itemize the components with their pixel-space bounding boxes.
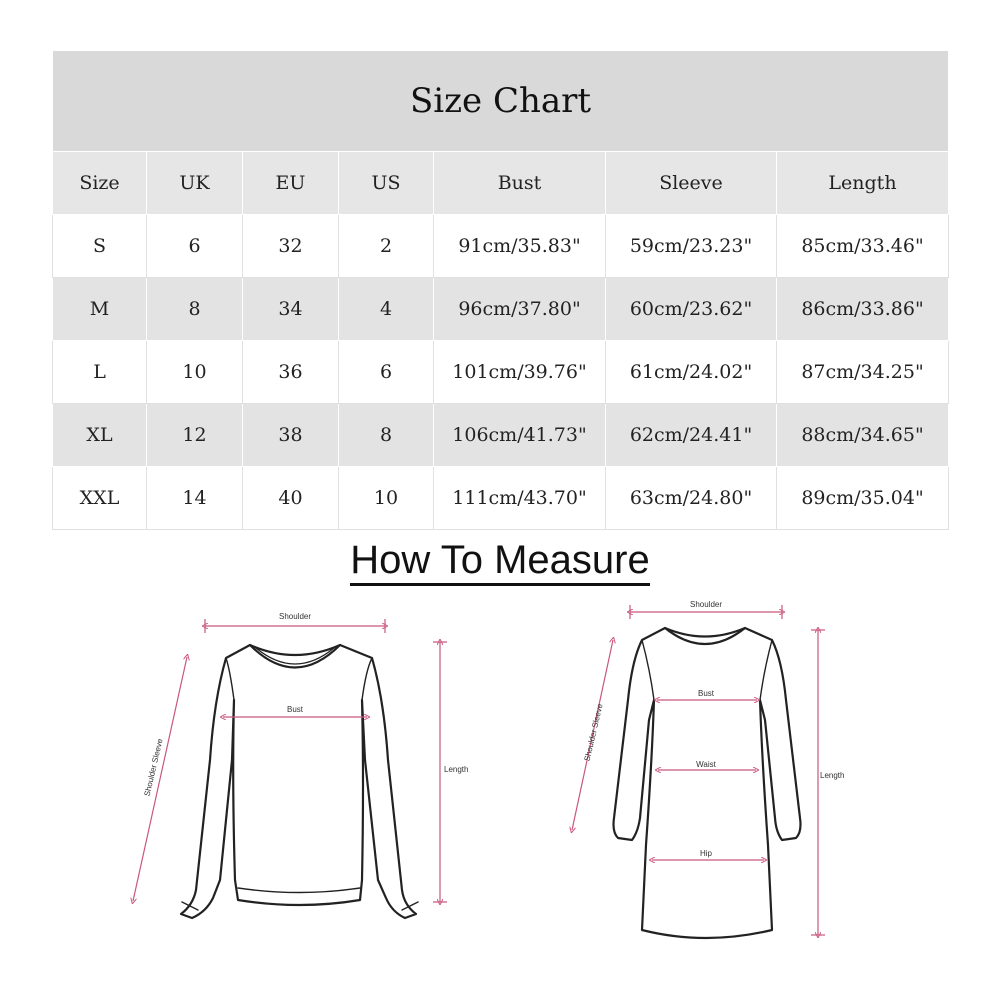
dress-sleeve-label: Shoulder Sleeve — [582, 702, 605, 763]
sweater-seam-left — [226, 658, 234, 700]
sweater-illustration — [181, 645, 418, 918]
sweater-sleeve-label: Shoulder Sleeve — [142, 737, 165, 798]
sweater-length-label: Length — [444, 765, 469, 774]
column-header: Bust — [434, 152, 606, 215]
table-cell: 32 — [243, 215, 339, 278]
table-cell: 4 — [339, 278, 434, 341]
table-cell: 106cm/41.73" — [434, 404, 606, 467]
dress-shoulder-label: Shoulder — [689, 600, 723, 609]
column-header: US — [339, 152, 434, 215]
table-cell: 91cm/35.83" — [434, 215, 606, 278]
table-cell: 85cm/33.46" — [777, 215, 949, 278]
table-cell: 63cm/24.80" — [606, 467, 777, 530]
sweater-shoulder-label: Shoulder — [278, 612, 312, 621]
table-cell: 61cm/24.02" — [606, 341, 777, 404]
table-cell: 2 — [339, 215, 434, 278]
table-cell: S — [53, 215, 147, 278]
table-cell: 12 — [147, 404, 243, 467]
table-cell: 62cm/24.41" — [606, 404, 777, 467]
table-cell: 10 — [339, 467, 434, 530]
column-header: Sleeve — [606, 152, 777, 215]
column-header: Size — [53, 152, 147, 215]
dress-hip-label: Hip — [699, 849, 713, 858]
table-cell: 87cm/34.25" — [777, 341, 949, 404]
table-cell: 6 — [147, 215, 243, 278]
table-cell: 88cm/34.65" — [777, 404, 949, 467]
dress-waist-label: Waist — [696, 760, 716, 769]
table-cell: 8 — [147, 278, 243, 341]
table-cell: 36 — [243, 341, 339, 404]
sweater-outline — [181, 645, 416, 918]
dress-length-label: Length — [820, 771, 845, 780]
table-cell: 6 — [339, 341, 434, 404]
table-cell: 89cm/35.04" — [777, 467, 949, 530]
table-cell: 10 — [147, 341, 243, 404]
sweater-sleeve-line — [133, 657, 187, 901]
table-cell: XL — [53, 404, 147, 467]
size-chart-title: Size Chart — [53, 51, 949, 152]
table-cell: M — [53, 278, 147, 341]
table-cell: 14 — [147, 467, 243, 530]
table-cell: 60cm/23.62" — [606, 278, 777, 341]
dress-seam-right — [760, 640, 772, 700]
table-cell: 86cm/33.86" — [777, 278, 949, 341]
dress-bust-label: Bust — [697, 689, 715, 698]
column-header: UK — [147, 152, 243, 215]
table-cell: 96cm/37.80" — [434, 278, 606, 341]
table-cell: 34 — [243, 278, 339, 341]
table-cell: 59cm/23.23" — [606, 215, 777, 278]
dress-illustration — [614, 628, 801, 938]
sweater-bust-label: Bust — [286, 705, 304, 714]
table-cell: 8 — [339, 404, 434, 467]
dress-measurements — [572, 600, 844, 935]
table-cell: 38 — [243, 404, 339, 467]
table-cell: XXL — [53, 467, 147, 530]
column-header: Length — [777, 152, 949, 215]
dress-seam-left — [642, 640, 654, 700]
sweater-seam-right — [362, 658, 372, 700]
table-cell: 111cm/43.70" — [434, 467, 606, 530]
table-cell: 101cm/39.76" — [434, 341, 606, 404]
dress-outline — [614, 628, 801, 938]
table-cell: L — [53, 341, 147, 404]
column-header: EU — [243, 152, 339, 215]
sweater-hem — [238, 888, 360, 893]
how-to-measure-title: How To Measure — [350, 538, 649, 586]
table-cell: 40 — [243, 467, 339, 530]
